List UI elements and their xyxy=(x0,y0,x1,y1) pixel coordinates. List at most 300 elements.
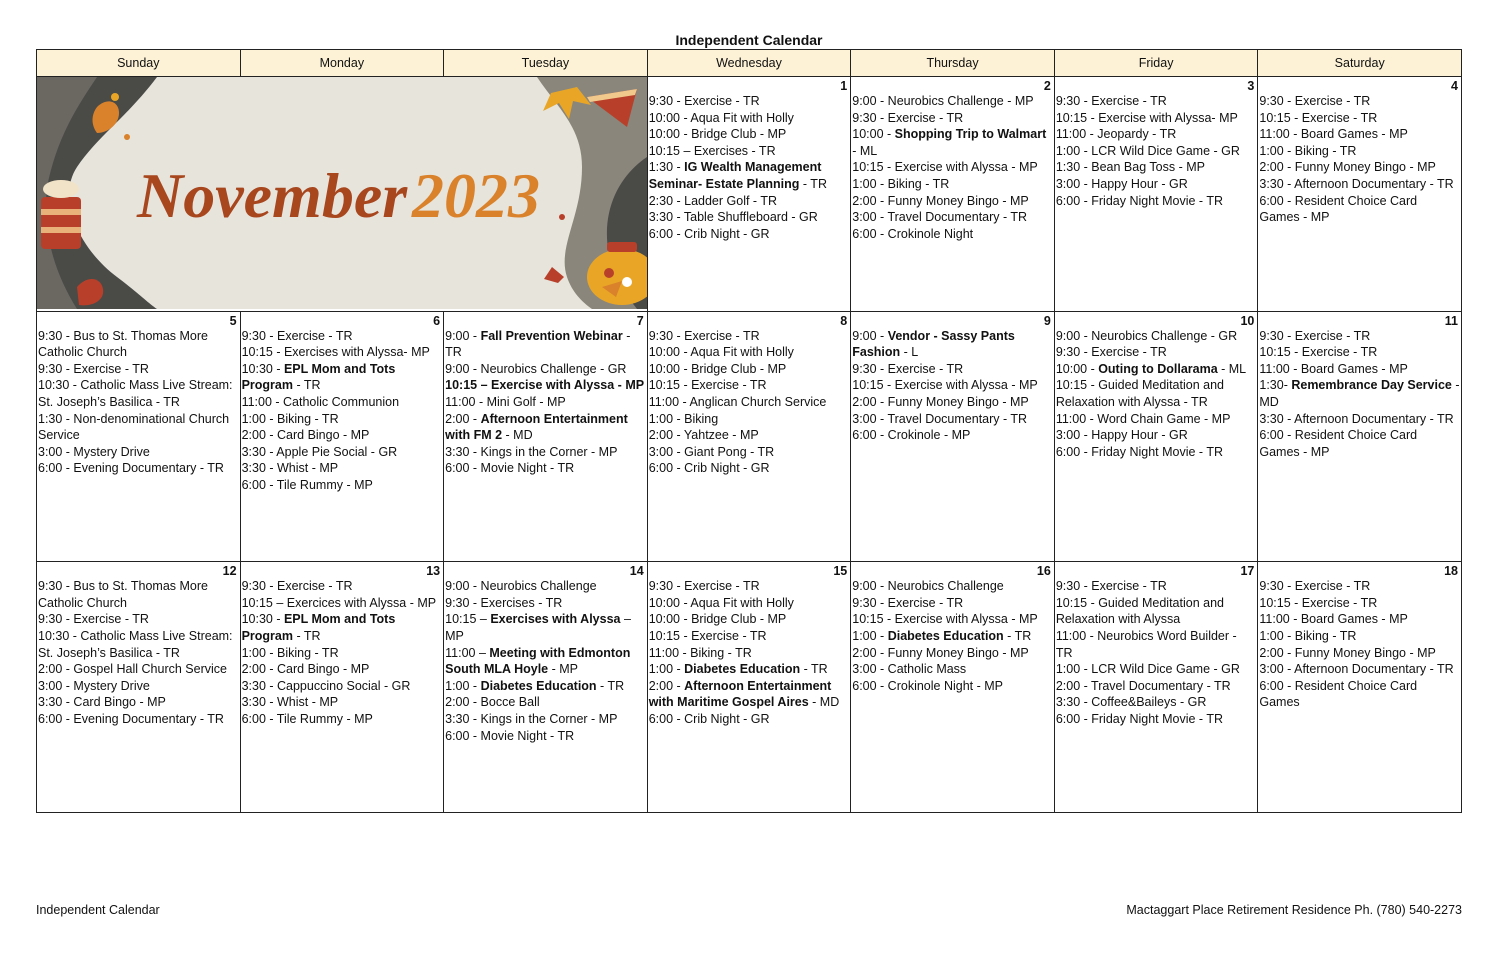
day-number: 13 xyxy=(426,564,441,579)
event-text: 9:00 - Neurobics Challenge xyxy=(852,579,1004,594)
event-item xyxy=(38,578,239,611)
event-text: 2:00 - Funny Money Bingo - MP xyxy=(1259,160,1436,175)
event-item xyxy=(649,328,850,345)
day-cell[interactable] xyxy=(240,311,444,562)
weekday-sunday: Sunday xyxy=(37,50,241,77)
event-text: 9:30 - Exercise - TR xyxy=(38,361,149,376)
event-text: 2:00 - Card Bingo - MP xyxy=(241,428,370,443)
event-text: 3:00 - Travel Documentary - TR xyxy=(852,210,1028,225)
event-highlight: Afternoon Entertainment with FM 2 xyxy=(445,411,628,443)
event-text: 3:00 - Mystery Drive xyxy=(38,678,150,693)
event-item xyxy=(1259,628,1460,645)
event-item xyxy=(242,361,443,394)
event-text: 9:30 - Exercise - TR xyxy=(852,595,964,610)
event-text: 1:30 - xyxy=(648,160,685,175)
event-text: - MD xyxy=(502,428,533,443)
event-text: 6:00 - Resident Choice Card Games xyxy=(1259,678,1418,710)
event-item xyxy=(649,628,850,645)
day-number: 1 xyxy=(840,79,848,93)
event-text: 10:30 - Catholic Mass Live Stream: St. Joseph’s Basilica - TR xyxy=(38,378,233,409)
event-item xyxy=(38,611,239,628)
event-text: 9:00 - xyxy=(445,328,481,343)
event-highlight: 10:15 – Exercise with Alyssa - MP xyxy=(445,378,645,393)
event-text: 1:00 - Biking xyxy=(648,411,719,426)
event-text: - TR xyxy=(799,176,827,191)
event-item xyxy=(242,344,443,361)
event-item xyxy=(38,328,239,361)
event-item xyxy=(1056,361,1257,378)
event-text: 3:30 - Table Shuffleboard - GR xyxy=(648,210,818,225)
event-text: 9:00 - Neurobics Challenge - GR xyxy=(1055,328,1238,343)
event-item xyxy=(1056,143,1257,160)
event-item xyxy=(852,126,1053,159)
event-text: 11:00 - Board Games - MP xyxy=(1259,127,1408,142)
event-item xyxy=(1056,694,1257,711)
event-item xyxy=(649,377,850,394)
event-item xyxy=(38,661,239,678)
event-item xyxy=(1056,328,1257,345)
event-text: 10:15 - Guided Meditation and Relaxation with Alyssa - TR xyxy=(1055,378,1224,409)
event-text: 6:00 - Resident Choice Card Games - MP xyxy=(1259,428,1418,459)
event-item xyxy=(38,694,239,711)
event-item xyxy=(445,328,646,361)
event-text: 11:00 - Biking - TR xyxy=(648,645,752,660)
event-item xyxy=(1056,411,1257,428)
footer-left: Independent Calendar xyxy=(36,903,160,917)
event-item xyxy=(1056,93,1257,110)
event-item xyxy=(445,611,646,644)
day-cell[interactable] xyxy=(444,311,648,562)
event-text: 3:00 - Happy Hour - GR xyxy=(1055,176,1188,191)
event-text: 6:00 - Friday Night Movie - TR xyxy=(1055,444,1223,459)
event-item xyxy=(852,328,1053,361)
event-item xyxy=(649,578,850,595)
event-item xyxy=(1056,661,1257,678)
event-item xyxy=(649,193,850,210)
event-text: 9:00 - xyxy=(852,328,888,343)
event-text: 1:00 - Biking - TR xyxy=(1259,143,1357,158)
event-text: 3:30 - Kings in the Corner - MP xyxy=(445,444,618,459)
event-text: 1:30- xyxy=(1259,378,1292,393)
event-item xyxy=(242,427,443,444)
event-text: 10:15 - Exercise - TR xyxy=(648,378,767,393)
event-item xyxy=(649,645,850,662)
event-text: 6:00 - Movie Night - TR xyxy=(445,461,575,476)
event-item xyxy=(1259,661,1460,678)
event-text: 3:30 - Afternoon Documentary - TR xyxy=(1259,411,1454,426)
weekday-friday: Friday xyxy=(1054,50,1258,77)
event-text: 9:30 - Exercise - TR xyxy=(648,579,760,594)
event-text: 6:00 - Evening Documentary - TR xyxy=(38,461,224,476)
event-item xyxy=(445,578,646,595)
event-text: 10:15 - Exercise with Alyssa - MP xyxy=(852,612,1038,627)
weekday-saturday: Saturday xyxy=(1258,50,1462,77)
event-text: 3:00 - Giant Pong - TR xyxy=(648,444,775,459)
event-item xyxy=(242,645,443,662)
event-text: 10:15 - Exercise - TR xyxy=(1259,345,1378,360)
event-text: 6:00 - Tile Rummy - MP xyxy=(241,477,373,492)
event-text: - MP xyxy=(548,662,578,677)
event-text: 10:00 - Aqua Fit with Holly xyxy=(648,595,794,610)
event-highlight: Diabetes Education xyxy=(480,678,597,693)
event-item xyxy=(649,611,850,628)
day-cell[interactable] xyxy=(1258,77,1462,312)
event-item xyxy=(445,645,646,678)
event-text: 10:30 - xyxy=(241,612,284,627)
event-text: 10:15 - Exercise with Alyssa- MP xyxy=(1055,110,1238,125)
event-item xyxy=(649,460,850,477)
event-item xyxy=(649,711,850,728)
event-item xyxy=(38,628,239,661)
event-item xyxy=(1056,110,1257,127)
event-text: 2:00 - Card Bingo - MP xyxy=(241,662,370,677)
event-text: 10:15 - Exercise - TR xyxy=(1259,110,1378,125)
event-text: 10:00 - Aqua Fit with Holly xyxy=(648,110,794,125)
event-text: 10:00 - Bridge Club - MP xyxy=(648,612,787,627)
event-item xyxy=(649,110,850,127)
event-text: 11:00 - Catholic Communion xyxy=(241,394,400,409)
event-item xyxy=(1259,159,1460,176)
day-number: 14 xyxy=(629,564,644,579)
event-text: 3:00 - Mystery Drive xyxy=(38,444,150,459)
event-text: 9:30 - Exercise - TR xyxy=(852,361,964,376)
event-text: - MD xyxy=(1259,378,1460,409)
event-text: 10:30 - Catholic Mass Live Stream: St. Joseph’s Basilica - TR xyxy=(38,629,233,660)
event-item xyxy=(445,678,646,695)
event-item xyxy=(1056,344,1257,361)
event-text: - ML xyxy=(852,143,878,158)
event-text: 10:00 - xyxy=(1055,361,1099,376)
event-item xyxy=(649,344,850,361)
day-cell[interactable] xyxy=(647,311,851,562)
day-number: 8 xyxy=(840,313,848,328)
event-highlight: Diabetes Education xyxy=(684,662,801,677)
event-text: 1:30 - Bean Bag Toss - MP xyxy=(1055,160,1205,175)
event-item xyxy=(242,578,443,595)
event-item xyxy=(1056,159,1257,176)
event-text: 1:00 - xyxy=(445,678,481,693)
event-text: 3:30 - Whist - MP xyxy=(241,461,339,476)
event-text: 9:30 - Exercise - TR xyxy=(241,579,353,594)
event-item xyxy=(242,444,443,461)
event-item xyxy=(1259,143,1460,160)
event-item xyxy=(1259,427,1460,460)
event-text: 9:30 - Exercise - TR xyxy=(1259,579,1371,594)
event-text: 10:15 – Exercises - TR xyxy=(648,143,776,158)
event-item xyxy=(242,328,443,345)
day-cell[interactable] xyxy=(1258,311,1462,562)
event-text: 2:00 - Funny Money Bingo - MP xyxy=(1259,645,1436,660)
event-highlight: Vendor - Sassy Pants Fashion xyxy=(852,328,1015,360)
event-item xyxy=(1056,595,1257,628)
day-cell[interactable] xyxy=(240,562,444,813)
day-number: 7 xyxy=(636,313,644,328)
event-text: - TR xyxy=(445,328,631,360)
event-text: 3:30 - Apple Pie Social - GR xyxy=(241,444,398,459)
event-item xyxy=(1259,176,1460,193)
event-item xyxy=(445,377,646,394)
event-text: 2:00 - Gospel Hall Church Service xyxy=(38,662,227,677)
event-item xyxy=(649,661,850,678)
event-text: 6:00 - Crokinole Night - MP xyxy=(852,678,1004,693)
event-highlight: IG Wealth Management Seminar- Estate Planning xyxy=(648,160,822,191)
event-text: 11:00 - Board Games - MP xyxy=(1259,361,1408,376)
event-item xyxy=(852,159,1053,176)
event-item xyxy=(852,611,1053,628)
event-text: 10:15 - Exercise with Alyssa - MP xyxy=(852,160,1038,175)
day-cell[interactable] xyxy=(851,562,1055,813)
footer-right: Mactaggart Place Retirement Residence Ph. (780) 540-2273 xyxy=(1126,903,1462,917)
event-item xyxy=(38,711,239,728)
event-text: 2:00 - Bocce Ball xyxy=(445,695,540,710)
event-item xyxy=(1259,110,1460,127)
event-text: 1:30 - Non-denominational Church Service xyxy=(38,411,230,443)
event-item xyxy=(649,126,850,143)
day-cell[interactable] xyxy=(1054,77,1258,312)
banner-year-text: 2023 xyxy=(412,160,540,231)
event-item xyxy=(1259,595,1460,612)
event-item xyxy=(852,209,1053,226)
event-item xyxy=(852,578,1053,595)
event-text: 3:30 - Kings in the Corner - MP xyxy=(445,712,618,727)
week-row xyxy=(37,311,1462,562)
day-number: 16 xyxy=(1036,564,1051,579)
day-number: 4 xyxy=(1451,79,1458,93)
event-text: 11:00 – xyxy=(445,645,490,660)
day-cell[interactable] xyxy=(851,311,1055,562)
day-cell[interactable] xyxy=(37,311,241,562)
event-text: 6:00 - Crib Night - GR xyxy=(648,461,770,476)
event-item xyxy=(852,678,1053,695)
event-highlight: Shopping Trip to Walmart xyxy=(894,127,1047,142)
day-number: 9 xyxy=(1043,313,1051,328)
event-text: 9:30 - Exercise - TR xyxy=(38,612,149,627)
event-text: 11:00 - Anglican Church Service xyxy=(648,394,827,409)
event-item xyxy=(1056,578,1257,595)
event-text: 10:15 – Exercices with Alyssa - MP xyxy=(241,595,437,610)
event-highlight: EPL Mom and Tots Program xyxy=(241,361,396,393)
event-item xyxy=(1056,126,1257,143)
event-item xyxy=(852,595,1053,612)
event-item xyxy=(1259,611,1460,628)
event-text: 2:30 - Ladder Golf - TR xyxy=(648,193,777,208)
event-text: 1:00 - Biking - TR xyxy=(241,411,339,426)
event-item xyxy=(1056,678,1257,695)
event-item xyxy=(445,694,646,711)
event-text: 11:00 - Mini Golf - MP xyxy=(445,394,566,409)
day-number: 10 xyxy=(1240,313,1255,328)
event-item xyxy=(38,411,239,444)
event-item xyxy=(649,159,850,192)
event-text: 10:15 - Guided Meditation and Relaxation with Alyssa xyxy=(1055,595,1224,627)
event-text: 9:00 - Neurobics Challenge - MP xyxy=(852,94,1034,108)
day-cell[interactable] xyxy=(444,562,648,813)
event-item xyxy=(1259,645,1460,662)
event-item xyxy=(1259,377,1460,410)
event-item xyxy=(445,444,646,461)
event-text: 2:00 - xyxy=(648,678,685,693)
event-item xyxy=(852,661,1053,678)
event-text: 3:00 - Travel Documentary - TR xyxy=(852,411,1028,426)
event-text: 10:00 - xyxy=(852,127,895,142)
day-number: 2 xyxy=(1043,79,1051,93)
event-text: 10:15 - Exercise - TR xyxy=(1259,595,1378,610)
event-item xyxy=(1259,193,1460,226)
event-highlight: Meeting with Edmonton South MLA Hoyle xyxy=(445,645,631,677)
event-item xyxy=(242,394,443,411)
event-text: 11:00 - Jeopardy - TR xyxy=(1055,127,1177,142)
event-item xyxy=(852,361,1053,378)
week-row xyxy=(37,562,1462,813)
event-item xyxy=(649,361,850,378)
event-item xyxy=(852,394,1053,411)
event-text: 11:00 - Board Games - MP xyxy=(1259,612,1408,627)
banner-month-text: November xyxy=(137,160,408,231)
weekday-monday: Monday xyxy=(240,50,444,77)
event-text: 3:30 - Coffee&Baileys - GR xyxy=(1055,695,1207,710)
event-text: 3:00 - Happy Hour - GR xyxy=(1055,428,1188,443)
event-text: 6:00 - Tile Rummy - MP xyxy=(241,712,373,727)
event-item xyxy=(242,411,443,428)
event-item xyxy=(852,411,1053,428)
month-banner xyxy=(37,77,648,312)
event-item xyxy=(852,93,1053,110)
event-text: - TR xyxy=(292,378,321,393)
event-item xyxy=(38,460,239,477)
event-text: 2:00 - Funny Money Bingo - MP xyxy=(852,193,1029,208)
event-item xyxy=(242,694,443,711)
event-text: 6:00 - Friday Night Movie - TR xyxy=(1055,712,1223,727)
event-text: 6:00 - Friday Night Movie - TR xyxy=(1055,193,1223,208)
event-item xyxy=(852,377,1053,394)
event-highlight: EPL Mom and Tots Program xyxy=(241,612,396,644)
event-item xyxy=(1056,711,1257,728)
event-text: 3:30 - Card Bingo - MP xyxy=(38,695,166,710)
event-text: 10:00 - Bridge Club - MP xyxy=(648,361,787,376)
event-item xyxy=(1056,628,1257,661)
day-number: 6 xyxy=(433,313,441,328)
event-text: 9:30 - Exercise - TR xyxy=(852,110,964,125)
event-text: 9:30 - Exercise - TR xyxy=(648,94,760,108)
event-text: 6:00 - Crokinole - MP xyxy=(852,428,971,443)
event-text: 10:15 - Exercises with Alyssa- MP xyxy=(241,345,430,360)
event-item xyxy=(649,93,850,110)
event-item xyxy=(38,444,239,461)
calendar-grid xyxy=(36,49,1462,813)
event-item xyxy=(445,411,646,444)
event-text: 3:00 - Afternoon Documentary - TR xyxy=(1259,662,1454,677)
event-item xyxy=(852,628,1053,645)
day-cell[interactable] xyxy=(1054,311,1258,562)
event-text: 9:30 - Exercise - TR xyxy=(241,328,353,343)
event-item xyxy=(445,595,646,612)
event-item xyxy=(242,678,443,695)
day-cell[interactable] xyxy=(851,77,1055,312)
weekday-wednesday: Wednesday xyxy=(647,50,851,77)
event-text: 9:00 - Neurobics Challenge xyxy=(445,579,597,594)
event-item xyxy=(649,411,850,428)
event-item xyxy=(242,477,443,494)
event-text: 10:15 – xyxy=(445,612,491,627)
event-text: 1:00 - Biking - TR xyxy=(852,176,950,191)
event-item xyxy=(1056,444,1257,461)
event-highlight: Remembrance Day Service xyxy=(1291,378,1452,393)
event-highlight: Outing to Dollarama xyxy=(1098,361,1218,376)
weekday-thursday: Thursday xyxy=(851,50,1055,77)
event-text: 2:00 - Funny Money Bingo - MP xyxy=(852,645,1029,660)
day-cell[interactable] xyxy=(647,77,851,312)
day-cell[interactable] xyxy=(1054,562,1258,813)
event-item xyxy=(1259,411,1460,428)
event-highlight: Exercises with Alyssa xyxy=(490,612,621,627)
event-item xyxy=(649,209,850,226)
event-text: 10:00 - Bridge Club - MP xyxy=(648,127,787,142)
event-item xyxy=(1259,328,1460,345)
event-item xyxy=(852,193,1053,210)
event-item xyxy=(242,661,443,678)
event-highlight: Diabetes Education xyxy=(887,629,1004,644)
event-item xyxy=(38,361,239,378)
event-text: - TR xyxy=(1003,629,1032,644)
event-text: 3:30 - Afternoon Documentary - TR xyxy=(1259,176,1454,191)
event-item xyxy=(649,226,850,243)
day-cell[interactable] xyxy=(1258,562,1462,813)
event-item xyxy=(445,728,646,745)
event-item xyxy=(1056,176,1257,193)
weekday-header-row xyxy=(37,50,1462,77)
event-text: 9:00 - Neurobics Challenge - GR xyxy=(445,361,627,376)
event-text: 9:30 - Exercise - TR xyxy=(648,328,760,343)
day-number: 5 xyxy=(229,313,237,328)
event-item xyxy=(38,377,239,410)
event-text: 2:00 - xyxy=(445,411,481,426)
event-item xyxy=(852,110,1053,127)
event-text: 2:00 - Yahtzee - MP xyxy=(648,428,759,443)
event-text: 3:30 - Cappuccino Social - GR xyxy=(241,678,411,693)
event-item xyxy=(1259,678,1460,711)
day-number: 11 xyxy=(1444,313,1458,328)
event-item xyxy=(649,427,850,444)
event-text: 11:00 - Neurobics Word Builder - TR xyxy=(1055,629,1237,660)
day-cell[interactable] xyxy=(647,562,851,813)
event-item xyxy=(1056,377,1257,410)
week-row xyxy=(37,77,1462,312)
event-text: 1:00 - LCR Wild Dice Game - GR xyxy=(1055,143,1240,158)
event-text: 6:00 - Resident Choice Card Games - MP xyxy=(1259,193,1418,225)
event-text: 1:00 - Biking - TR xyxy=(1259,629,1357,644)
day-cell[interactable] xyxy=(37,562,241,813)
event-text: – MP xyxy=(445,612,631,644)
event-highlight: Fall Prevention Webinar xyxy=(480,328,623,343)
event-item xyxy=(445,711,646,728)
event-item xyxy=(649,678,850,711)
event-item xyxy=(445,460,646,477)
event-text: 9:30 - Exercise - TR xyxy=(1055,345,1167,360)
event-text: 9:30 - Exercise - TR xyxy=(1055,94,1167,108)
event-text: 3:30 - Whist - MP xyxy=(241,695,339,710)
event-text: - L xyxy=(900,345,919,360)
calendar-title: Independent Calendar xyxy=(675,32,823,48)
event-text: 3:00 - Catholic Mass xyxy=(852,662,967,677)
event-text: 6:00 - Movie Night - TR xyxy=(445,728,575,743)
event-text: 9:30 - Bus to St. Thomas More Catholic Church xyxy=(38,579,208,610)
event-text: - ML xyxy=(1217,361,1247,376)
event-item xyxy=(1259,361,1460,378)
event-item xyxy=(852,645,1053,662)
day-number: 15 xyxy=(833,564,848,579)
event-text: - TR xyxy=(800,662,828,677)
event-text: 9:30 - Exercise - TR xyxy=(1259,94,1371,108)
